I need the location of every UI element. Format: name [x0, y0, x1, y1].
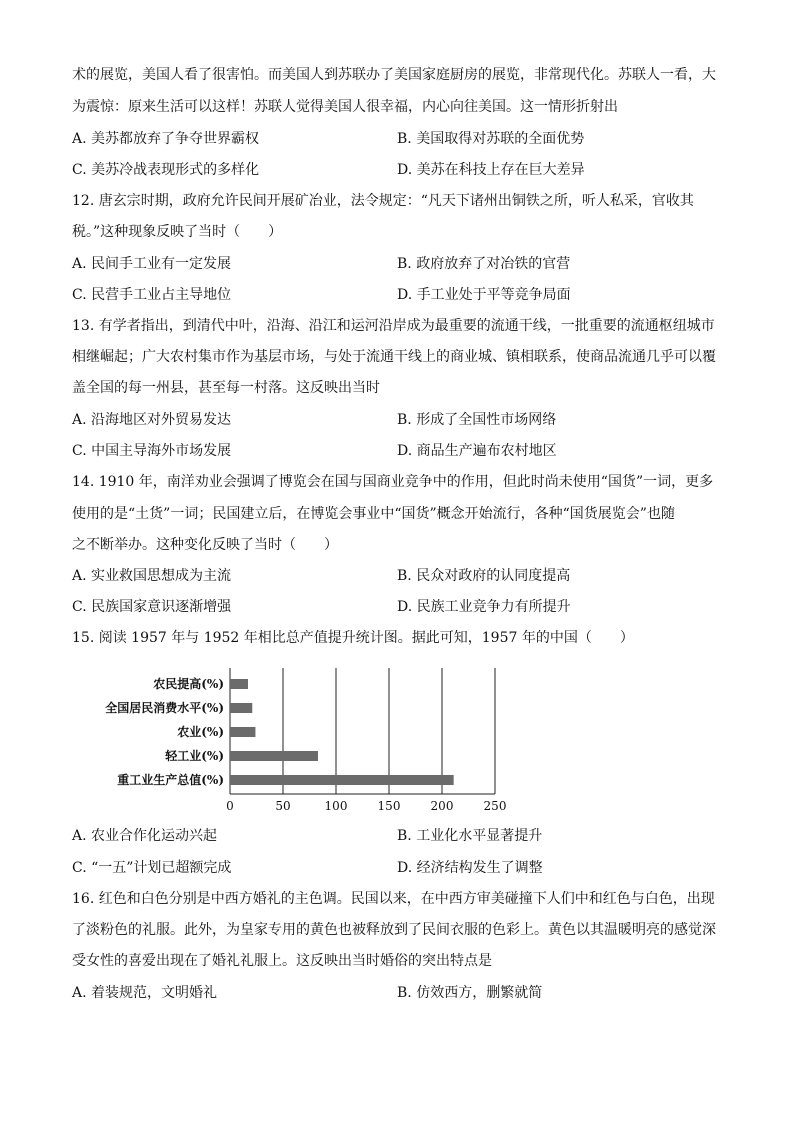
q14-stem-line: 14. 1910 年，南洋劝业会强调了博览会在国与国商业竞争中的作用，但此时尚未使用“国货”一词，更多	[72, 474, 714, 490]
x-tick-label: 100	[324, 799, 348, 813]
q14-option-b[interactable]: B. 民众对政府的认同度提高	[397, 568, 571, 584]
q11-stem-line: 为震惊：原来生活可以这样！苏联人觉得美国人很幸福，内心向往美国。这一情形折射出	[72, 99, 618, 115]
q13-option-c[interactable]: C. 中国主导海外市场发展	[72, 443, 232, 459]
category-label: 重工业生产总值(%)	[117, 773, 224, 787]
q14-option-d[interactable]: D. 民族工业竞争力有所提升	[397, 599, 571, 615]
q11-stem-line: 术的展览，美国人看了很害怕。而美国人到苏联办了美国家庭厨房的展览，非常现代化。苏联人一看，大	[72, 67, 716, 83]
q12-stem-line: 税。”这种现象反映了当时（ ）	[72, 224, 283, 240]
q13-stem-line: 盖全国的每一州县，甚至每一村落。这反映出当时	[72, 380, 380, 396]
q16-stem-line: 16. 红色和白色分别是中西方婚礼的主色调。民国以来，在中西方审美碰撞下人们中和红色与白色，出现	[72, 891, 715, 907]
bar	[230, 775, 454, 785]
category-label: 农民提高(%)	[153, 677, 224, 691]
q16-option-a[interactable]: A. 着装规范，文明婚礼	[72, 985, 218, 1001]
q15-stem-line: 15. 阅读 1957 年与 1952 年相比总产值提升统计图。据此可知，1957 年的中国（ ）	[72, 630, 634, 646]
q14-stem-line: 使用的是“土货”一词；民国建立后，在博览会事业中“国货”概念开始流行，各种“国货展览会”也随	[72, 506, 675, 522]
q11-option-c[interactable]: C. 美苏冷战表现形式的多样化	[72, 162, 260, 178]
q11-option-d[interactable]: D. 美苏在科技上存在巨大差异	[397, 162, 585, 178]
x-tick-label: 50	[275, 799, 291, 813]
q12-option-a[interactable]: A. 民间手工业有一定发展	[72, 256, 232, 272]
x-tick-label: 250	[483, 799, 507, 813]
category-label: 轻工业(%)	[165, 749, 224, 763]
q11-option-a[interactable]: A. 美苏都放弃了争夺世界霸权	[72, 131, 260, 147]
q15-option-c[interactable]: C. “一五”计划已超额完成	[72, 860, 232, 876]
bar	[230, 727, 255, 737]
q16-stem-line: 受女性的喜爱出现在了婚礼礼服上。这反映出当时婚俗的突出特点是	[72, 953, 492, 969]
q14-stem-line: 之不断举办。这种变化反映了当时（ ）	[72, 537, 338, 553]
output-growth-bar-chart	[72, 666, 532, 816]
x-tick-label: 0	[226, 799, 234, 813]
x-tick-label: 150	[377, 799, 401, 813]
q13-option-b[interactable]: B. 形成了全国性市场网络	[397, 412, 557, 428]
q15-option-b[interactable]: B. 工业化水平显著提升	[397, 828, 543, 844]
q11-option-b[interactable]: B. 美国取得对苏联的全面优势	[397, 131, 585, 147]
q14-option-c[interactable]: C. 民族国家意识逐渐增强	[72, 599, 232, 615]
bar	[230, 679, 248, 689]
q12-option-c[interactable]: C. 民营手工业占主导地位	[72, 287, 232, 303]
q13-option-a[interactable]: A. 沿海地区对外贸易发达	[72, 412, 232, 428]
q12-option-b[interactable]: B. 政府放弃了对冶铁的官营	[397, 256, 571, 272]
q13-option-d[interactable]: D. 商品生产遍布农村地区	[397, 443, 557, 459]
category-label: 农业(%)	[177, 725, 224, 739]
bar	[230, 703, 252, 713]
q15-option-a[interactable]: A. 农业合作化运动兴起	[72, 828, 218, 844]
q12-stem-line: 12. 唐玄宗时期，政府允许民间开展矿冶业，法令规定：“凡天下诸州出铜铁之所，听人私采，官收其	[72, 193, 694, 209]
q12-option-d[interactable]: D. 手工业处于平等竞争局面	[397, 287, 571, 303]
q14-option-a[interactable]: A. 实业救国思想成为主流	[72, 568, 232, 584]
q16-option-b[interactable]: B. 仿效西方，删繁就简	[397, 985, 543, 1001]
q16-stem-line: 了淡粉色的礼服。此外，为皇家专用的黄色也被释放到了民间衣服的色彩上。黄色以其温暖明亮的感觉深	[72, 922, 716, 938]
category-label: 全国居民消费水平(%)	[105, 701, 224, 715]
q15-option-d[interactable]: D. 经济结构发生了调整	[397, 860, 543, 876]
x-tick-label: 200	[430, 799, 454, 813]
q13-stem-line: 13. 有学者指出，到清代中叶，沿海、沿江和运河沿岸成为最重要的流通干线，一批重要的流通枢纽城市	[72, 318, 715, 334]
q13-stem-line: 相继崛起；广大农村集市作为基层市场，与处于流通干线上的商业城、镇相联系，使商品流通几乎可以覆	[72, 349, 716, 365]
bar	[230, 751, 318, 761]
